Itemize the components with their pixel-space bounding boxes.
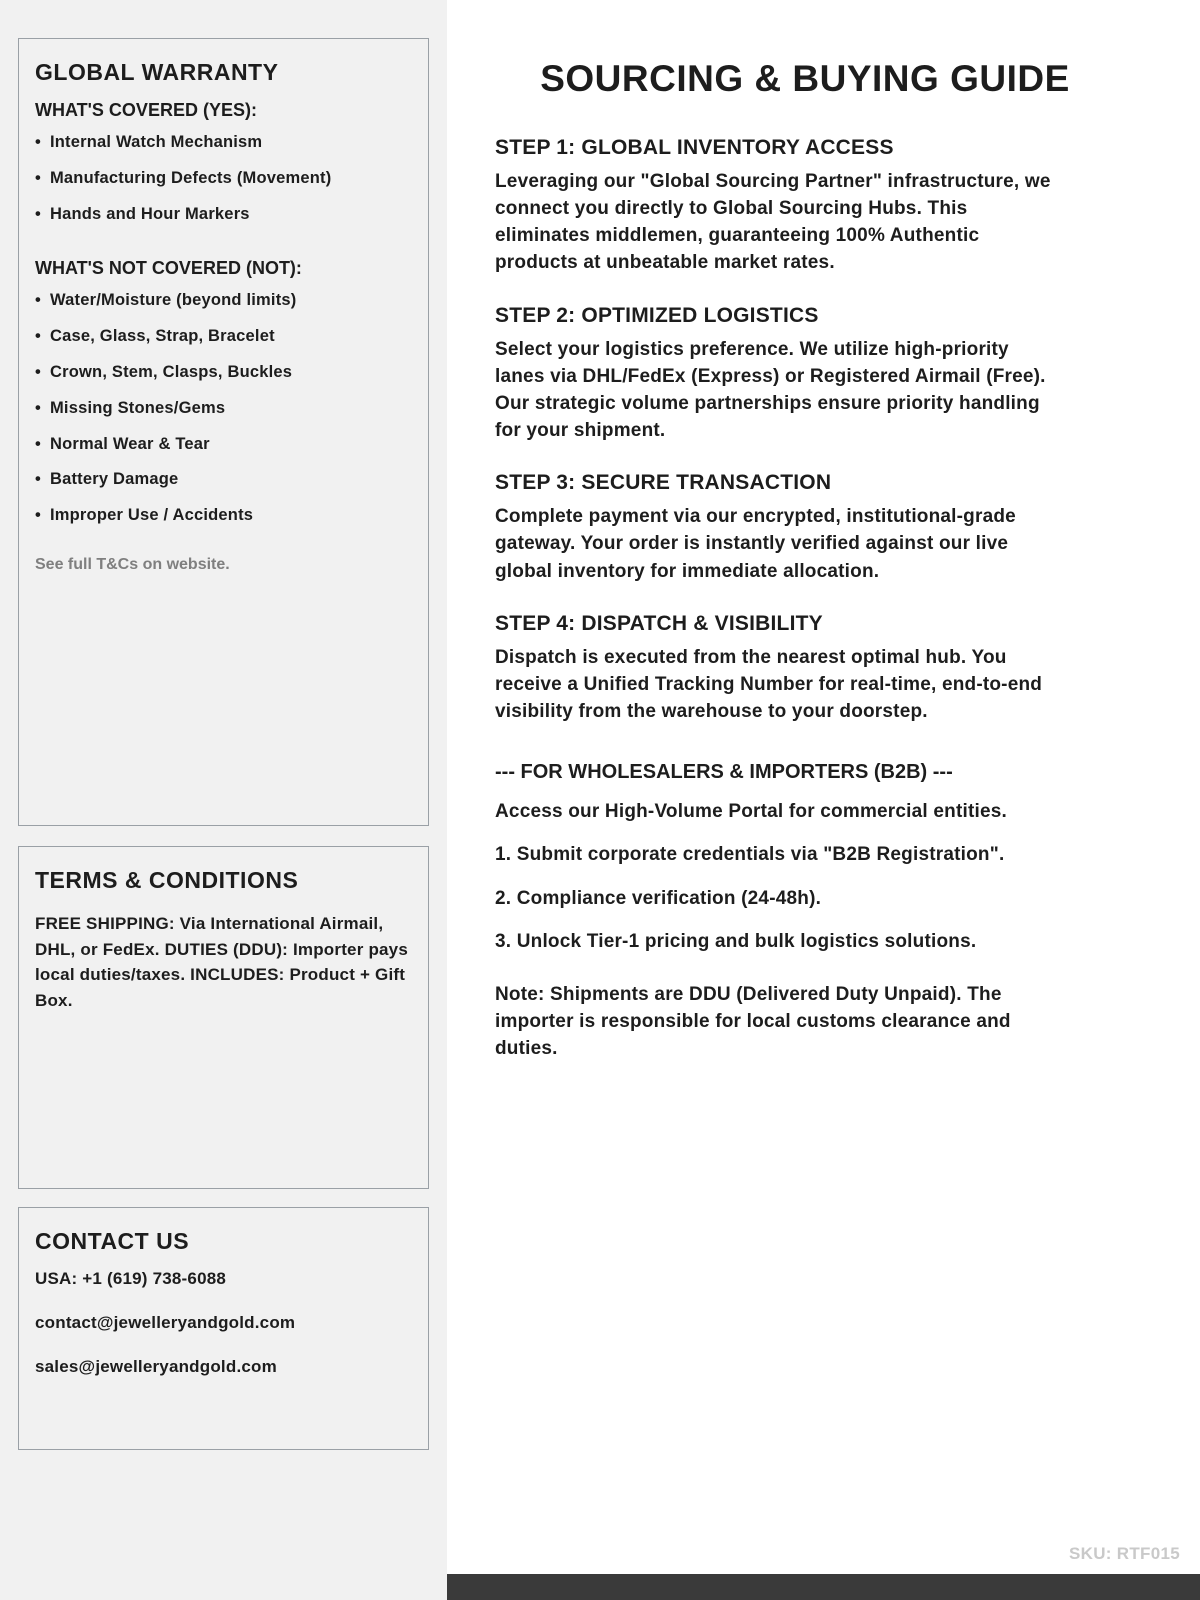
terms-title: TERMS & CONDITIONS bbox=[35, 867, 299, 893]
b2b-section bbox=[495, 761, 1115, 1062]
step-3-heading: STEP 3: SECURE TRANSACTION bbox=[495, 471, 832, 495]
list-item: • Hands and Hour Markers bbox=[35, 205, 412, 225]
step-1-body: Leveraging our "Global Sourcing Partner" infrastructure, we connect you directly to Global Sourcing Hubs. This eliminates middlemen, guaranteeing 100% Authentic products at unbeatable market rates. bbox=[495, 171, 1051, 274]
global-warranty-panel bbox=[18, 38, 429, 826]
list-item: • Normal Wear & Tear bbox=[35, 435, 412, 455]
info-sidebar bbox=[0, 0, 447, 1600]
list-item: • Manufacturing Defects (Movement) bbox=[35, 169, 412, 189]
b2b-note: Note: Shipments are DDU (Delivered Duty Unpaid). The importer is responsible for local customs clearance and duties. bbox=[495, 983, 1011, 1060]
list-item: • Missing Stones/Gems bbox=[35, 399, 412, 419]
terms-body: FREE SHIPPING: Via International Airmail, DHL, or FedEx. DUTIES (DDU): Importer pays local duties/taxes. INCLUDES: Product + Gift Box. bbox=[35, 914, 408, 1010]
warranty-title: GLOBAL WARRANTY bbox=[35, 59, 279, 85]
list-item: • Water/Moisture (beyond limits) bbox=[35, 291, 412, 311]
step-2-section bbox=[495, 304, 1060, 445]
step-4-section bbox=[495, 612, 1060, 725]
contact-phone: USA: +1 (619) 738-6088 bbox=[35, 1269, 227, 1288]
b2b-step: 3. Unlock Tier-1 pricing and bulk logistics solutions. bbox=[495, 930, 977, 952]
terms-panel bbox=[18, 846, 429, 1189]
warranty-footnote: See full T&Cs on website. bbox=[35, 555, 230, 573]
b2b-intro: Access our High-Volume Portal for commercial entities. bbox=[495, 801, 1007, 823]
list-item: • Internal Watch Mechanism bbox=[35, 133, 412, 153]
list-item: • Battery Damage bbox=[35, 470, 412, 490]
not-covered-list bbox=[35, 291, 412, 526]
covered-heading: WHAT'S COVERED (YES): bbox=[35, 100, 257, 120]
page-title: SOURCING & BUYING GUIDE bbox=[540, 58, 1070, 99]
step-2-body: Select your logistics preference. We utilize high-priority lanes via DHL/FedEx (Express) or Registered Airmail (Free). Our strategic volume partnerships ensure priority handling for your shipment. bbox=[495, 338, 1046, 442]
list-item: • Improper Use / Accidents bbox=[35, 506, 412, 526]
covered-list bbox=[35, 133, 412, 224]
step-3-body: Complete payment via our encrypted, institutional-grade gateway. Your order is instantly verified against our live global inventory for immediate allocation. bbox=[495, 506, 1016, 582]
sku-label: SKU: RTF015 bbox=[1069, 1544, 1180, 1563]
step-1-heading: STEP 1: GLOBAL INVENTORY ACCESS bbox=[495, 136, 894, 159]
b2b-heading: --- FOR WHOLESALERS & IMPORTERS (B2B) --- bbox=[495, 761, 953, 784]
contact-email: contact@jewelleryandgold.com bbox=[35, 1313, 296, 1332]
list-item: • Crown, Stem, Clasps, Buckles bbox=[35, 363, 412, 383]
list-item: • Case, Glass, Strap, Bracelet bbox=[35, 327, 412, 347]
step-2-heading: STEP 2: OPTIMIZED LOGISTICS bbox=[495, 303, 819, 327]
step-1-section bbox=[495, 136, 1060, 277]
not-covered-heading: WHAT'S NOT COVERED (NOT): bbox=[35, 258, 302, 279]
b2b-step: 2. Compliance verification (24-48h). bbox=[495, 887, 822, 909]
b2b-step: 1. Submit corporate credentials via "B2B Registration". bbox=[495, 844, 1005, 866]
sourcing-guide-main bbox=[447, 0, 1200, 1600]
contact-title: CONTACT US bbox=[35, 1228, 190, 1254]
step-4-body: Dispatch is executed from the nearest optimal hub. You receive a Unified Tracking Number for real-time, end-to-end visibility from the warehouse to your doorstep. bbox=[495, 646, 1043, 723]
step-3-section bbox=[495, 471, 1060, 584]
sales-email: sales@jewelleryandgold.com bbox=[35, 1357, 277, 1376]
footer-bar bbox=[447, 1574, 1200, 1600]
contact-panel bbox=[18, 1207, 429, 1450]
step-4-heading: STEP 4: DISPATCH & VISIBILITY bbox=[495, 611, 823, 635]
